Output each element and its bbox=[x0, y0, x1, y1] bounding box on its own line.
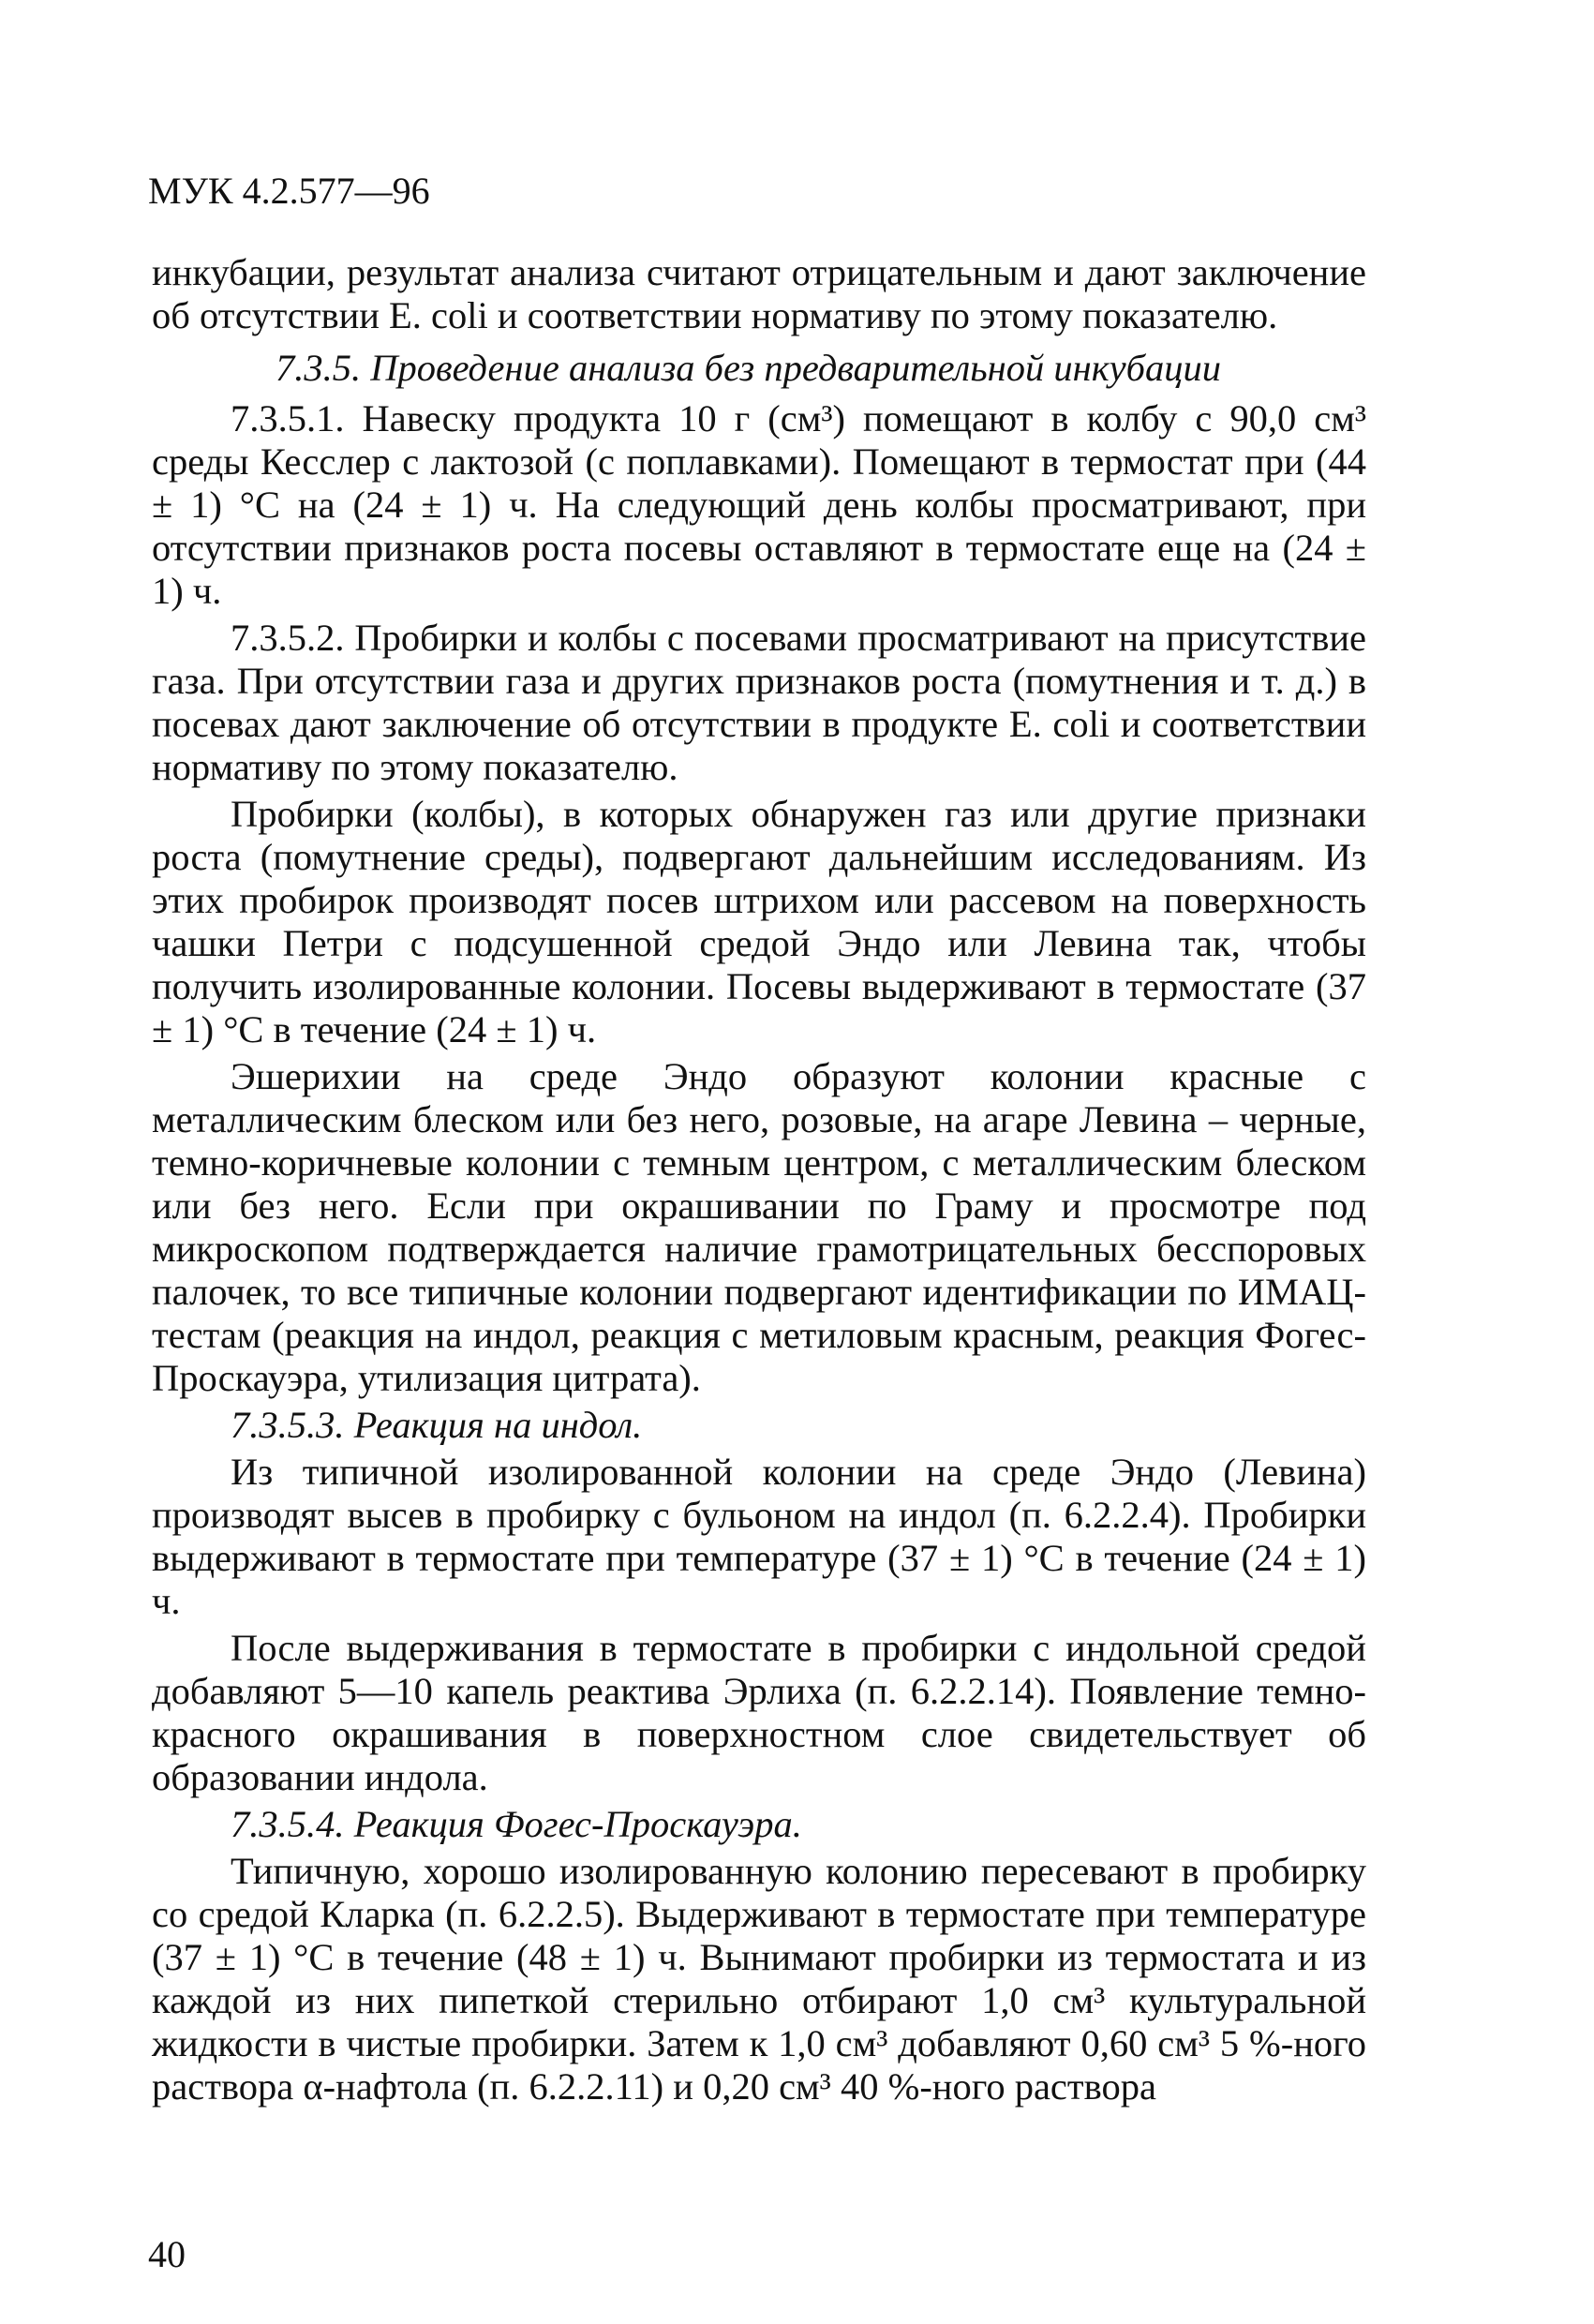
paragraph-indole-detection: После выдерживания в термостате в пробирки с индольной средой добавляют 5—10 капель реактива Эрлиха (п. 6.2.2.14). Появление темно-красного окрашивания в поверхностном слое свидетельствует об образовании индола. bbox=[152, 1627, 1366, 1798]
paragraph-7-3-5-2: 7.3.5.2. Пробирки и колбы с посевами просматривают на присутствие газа. При отсутствии газа и других признаков роста (помутнения и т. д.) в посевах дают заключение об отсутствии в продукте E. coli и соответствии нормативу по этому показателю. bbox=[152, 617, 1366, 788]
paragraph-further-research: Пробирки (колбы), в которых обнаружен газ или другие признаки роста (помутнение среды), подвергают дальнейшим исследованиям. Из этих пробирок производят посев штрихом или рассевом на поверхность чашки Петри с подсушенной средой Эндо или Левина так, чтобы получить изолированные колонии. Посевы выдерживают в термостате (37 ± 1) °С в течение (24 ± 1) ч. bbox=[152, 793, 1366, 1050]
subheading-7-3-5-4: 7.3.5.4. Реакция Фогес-Проскауэра. bbox=[231, 1803, 802, 1845]
paragraph-indole-seeding: Из типичной изолированной колонии на среде Эндо (Левина) производят высев в пробирку с бульоном на индол (п. 6.2.2.4). Пробирки выдерживают в термостате при температуре (37 ± 1) °С в течение (24 ± 1) ч. bbox=[152, 1451, 1366, 1622]
section-heading-7-3-5: 7.3.5. Проведение анализа без предварительной инкубации bbox=[276, 347, 1222, 389]
subheading-7-3-5-3: 7.3.5.3. Реакция на индол. bbox=[231, 1404, 643, 1446]
paragraph-voges-proskauer: Типичную, хорошо изолированную колонию пересевают в пробирку со средой Кларка (п. 6.2.2.5). Выдерживают в термостате при температуре (37 ± 1) °С в течение (48 ± 1) ч. Вынимают пробирки из термостата и из каждой из них пипеткой стерильно отбирают 1,0 см³ культуральной жидкости в чистые пробирки. Затем к 1,0 см³ добавляют 0,60 см³ 5 %-ного раствора α-нафтола (п. 6.2.2.11) и 0,20 см³ 40 %-ного раствора bbox=[152, 1850, 1366, 2108]
paragraph-continuation: инкубации, результат анализа считают отрицательным и дают заключение об отсутствии E. coli и соответствии нормативу по этому показателю. bbox=[152, 251, 1366, 336]
document-code-header: МУК 4.2.577—96 bbox=[148, 170, 430, 212]
page-number: 40 bbox=[148, 2233, 186, 2275]
document-body bbox=[152, 251, 1366, 2112]
paragraph-7-3-5-1: 7.3.5.1. Навеску продукта 10 г (см³) помещают в колбу с 90,0 см³ среды Кесслер с лактозой (с поплавками). Помещают в термостат при (44 ± 1) °С на (24 ± 1) ч. На следующий день колбы просматривают, при отсутствии признаков роста посевы оставляют в термостате еще на (24 ± 1) ч. bbox=[152, 397, 1366, 612]
paragraph-escherichia: Эшерихии на среде Эндо образуют колонии красные с металлическим блеском или без него, розовые, на агаре Левина – черные, темно-коричневые колонии с темным центром, с металлическим блеском или без него. Если при окрашивании по Граму и просмотре под микроскопом подтверждается наличие грамотрицательных бесспоровых палочек, то все типичные колонии подвергают идентификации по ИМАЦ-тестам (реакция на индол, реакция с метиловым красным, реакция Фогес-Проскауэра, утилизация цитрата). bbox=[152, 1055, 1366, 1399]
